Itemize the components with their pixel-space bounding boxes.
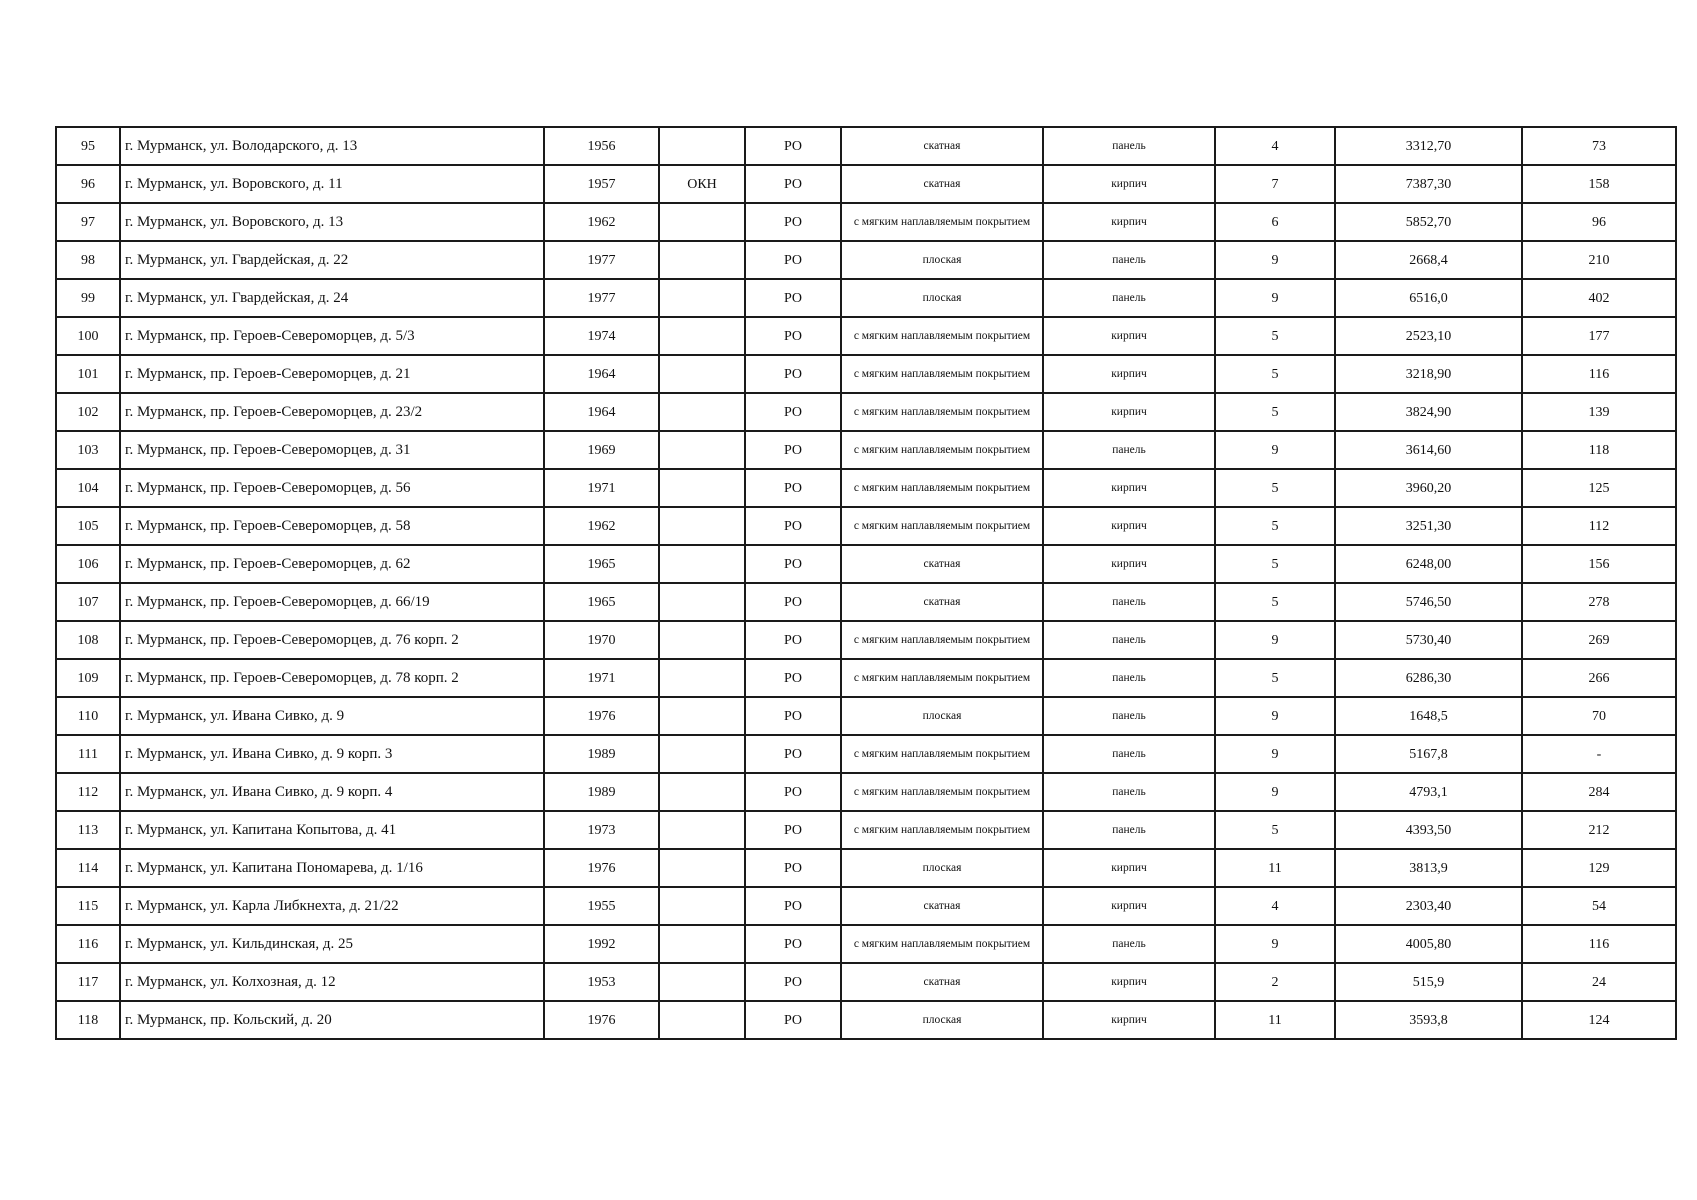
program-cell: РО xyxy=(745,279,841,317)
wall-material-cell: кирпич xyxy=(1043,1001,1215,1039)
residents-cell: 402 xyxy=(1522,279,1676,317)
roof-type-cell: с мягким наплавляемым покрытием xyxy=(841,659,1043,697)
floors-cell: 9 xyxy=(1215,773,1335,811)
residents-cell: - xyxy=(1522,735,1676,773)
floors-cell: 9 xyxy=(1215,621,1335,659)
wall-material-cell: панель xyxy=(1043,811,1215,849)
row-number-cell: 110 xyxy=(56,697,120,735)
address-cell: г. Мурманск, ул. Воровского, д. 13 xyxy=(120,203,544,241)
program-cell: РО xyxy=(745,621,841,659)
wall-material-cell: панель xyxy=(1043,583,1215,621)
residents-cell: 116 xyxy=(1522,355,1676,393)
address-cell: г. Мурманск, пр. Героев-Североморцев, д. 66/19 xyxy=(120,583,544,621)
floors-cell: 11 xyxy=(1215,1001,1335,1039)
row-number-cell: 97 xyxy=(56,203,120,241)
wall-material-cell: панель xyxy=(1043,431,1215,469)
table-row xyxy=(56,165,1676,203)
address-cell: г. Мурманск, пр. Героев-Североморцев, д. 21 xyxy=(120,355,544,393)
floors-cell: 9 xyxy=(1215,735,1335,773)
floors-cell: 4 xyxy=(1215,887,1335,925)
program-cell: РО xyxy=(745,1001,841,1039)
floors-cell: 9 xyxy=(1215,925,1335,963)
floors-cell: 9 xyxy=(1215,431,1335,469)
residents-cell: 54 xyxy=(1522,887,1676,925)
residents-cell: 112 xyxy=(1522,507,1676,545)
table-row xyxy=(56,659,1676,697)
program-cell: РО xyxy=(745,849,841,887)
roof-type-cell: скатная xyxy=(841,583,1043,621)
residents-cell: 96 xyxy=(1522,203,1676,241)
wall-material-cell: панель xyxy=(1043,659,1215,697)
row-number-cell: 102 xyxy=(56,393,120,431)
program-cell: РО xyxy=(745,659,841,697)
row-number-cell: 114 xyxy=(56,849,120,887)
floors-cell: 5 xyxy=(1215,583,1335,621)
residents-cell: 129 xyxy=(1522,849,1676,887)
wall-material-cell: панель xyxy=(1043,279,1215,317)
area-cell: 6516,0 xyxy=(1335,279,1522,317)
roof-type-cell: с мягким наплавляемым покрытием xyxy=(841,621,1043,659)
residents-cell: 210 xyxy=(1522,241,1676,279)
year-built-cell: 1989 xyxy=(544,735,659,773)
address-cell: г. Мурманск, ул. Капитана Пономарева, д. 1/16 xyxy=(120,849,544,887)
roof-type-cell: с мягким наплавляемым покрытием xyxy=(841,735,1043,773)
year-built-cell: 1977 xyxy=(544,279,659,317)
row-number-cell: 107 xyxy=(56,583,120,621)
area-cell: 3251,30 xyxy=(1335,507,1522,545)
roof-type-cell: с мягким наплавляемым покрытием xyxy=(841,507,1043,545)
roof-type-cell: с мягким наплавляемым покрытием xyxy=(841,203,1043,241)
year-built-cell: 1992 xyxy=(544,925,659,963)
residents-cell: 124 xyxy=(1522,1001,1676,1039)
table-row xyxy=(56,925,1676,963)
wall-material-cell: панель xyxy=(1043,127,1215,165)
document-page xyxy=(55,126,1675,1040)
address-cell: г. Мурманск, ул. Ивана Сивко, д. 9 xyxy=(120,697,544,735)
year-built-cell: 1962 xyxy=(544,507,659,545)
table-row xyxy=(56,773,1676,811)
floors-cell: 9 xyxy=(1215,697,1335,735)
table-row xyxy=(56,393,1676,431)
roof-type-cell: скатная xyxy=(841,887,1043,925)
heritage-status-cell xyxy=(659,887,745,925)
row-number-cell: 109 xyxy=(56,659,120,697)
roof-type-cell: скатная xyxy=(841,963,1043,1001)
wall-material-cell: панель xyxy=(1043,773,1215,811)
floors-cell: 6 xyxy=(1215,203,1335,241)
heritage-status-cell xyxy=(659,127,745,165)
residents-cell: 278 xyxy=(1522,583,1676,621)
row-number-cell: 105 xyxy=(56,507,120,545)
heritage-status-cell xyxy=(659,583,745,621)
floors-cell: 4 xyxy=(1215,127,1335,165)
table-row xyxy=(56,697,1676,735)
floors-cell: 5 xyxy=(1215,659,1335,697)
address-cell: г. Мурманск, ул. Капитана Копытова, д. 41 xyxy=(120,811,544,849)
table-row xyxy=(56,849,1676,887)
address-cell: г. Мурманск, пр. Героев-Североморцев, д. 23/2 xyxy=(120,393,544,431)
year-built-cell: 1973 xyxy=(544,811,659,849)
address-cell: г. Мурманск, пр. Героев-Североморцев, д. 58 xyxy=(120,507,544,545)
residents-cell: 156 xyxy=(1522,545,1676,583)
area-cell: 3218,90 xyxy=(1335,355,1522,393)
table-row xyxy=(56,963,1676,1001)
area-cell: 5852,70 xyxy=(1335,203,1522,241)
table-row xyxy=(56,735,1676,773)
year-built-cell: 1956 xyxy=(544,127,659,165)
floors-cell: 2 xyxy=(1215,963,1335,1001)
area-cell: 5167,8 xyxy=(1335,735,1522,773)
year-built-cell: 1976 xyxy=(544,1001,659,1039)
area-cell: 4793,1 xyxy=(1335,773,1522,811)
roof-type-cell: с мягким наплавляемым покрытием xyxy=(841,393,1043,431)
row-number-cell: 108 xyxy=(56,621,120,659)
floors-cell: 5 xyxy=(1215,811,1335,849)
residents-cell: 269 xyxy=(1522,621,1676,659)
wall-material-cell: кирпич xyxy=(1043,849,1215,887)
row-number-cell: 106 xyxy=(56,545,120,583)
wall-material-cell: панель xyxy=(1043,925,1215,963)
program-cell: РО xyxy=(745,317,841,355)
year-built-cell: 1970 xyxy=(544,621,659,659)
floors-cell: 5 xyxy=(1215,317,1335,355)
area-cell: 1648,5 xyxy=(1335,697,1522,735)
floors-cell: 5 xyxy=(1215,507,1335,545)
address-cell: г. Мурманск, ул. Гвардейская, д. 24 xyxy=(120,279,544,317)
wall-material-cell: кирпич xyxy=(1043,887,1215,925)
area-cell: 5730,40 xyxy=(1335,621,1522,659)
roof-type-cell: плоская xyxy=(841,849,1043,887)
year-built-cell: 1965 xyxy=(544,545,659,583)
floors-cell: 5 xyxy=(1215,545,1335,583)
heritage-status-cell xyxy=(659,393,745,431)
area-cell: 3824,90 xyxy=(1335,393,1522,431)
heritage-status-cell xyxy=(659,697,745,735)
area-cell: 3312,70 xyxy=(1335,127,1522,165)
wall-material-cell: кирпич xyxy=(1043,469,1215,507)
residents-cell: 70 xyxy=(1522,697,1676,735)
roof-type-cell: плоская xyxy=(841,279,1043,317)
area-cell: 3960,20 xyxy=(1335,469,1522,507)
wall-material-cell: кирпич xyxy=(1043,355,1215,393)
row-number-cell: 118 xyxy=(56,1001,120,1039)
residents-cell: 118 xyxy=(1522,431,1676,469)
floors-cell: 9 xyxy=(1215,279,1335,317)
heritage-status-cell xyxy=(659,621,745,659)
roof-type-cell: с мягким наплавляемым покрытием xyxy=(841,469,1043,507)
row-number-cell: 104 xyxy=(56,469,120,507)
program-cell: РО xyxy=(745,127,841,165)
heritage-status-cell xyxy=(659,659,745,697)
table-row xyxy=(56,469,1676,507)
table-row xyxy=(56,507,1676,545)
program-cell: РО xyxy=(745,583,841,621)
program-cell: РО xyxy=(745,469,841,507)
table-row xyxy=(56,621,1676,659)
row-number-cell: 113 xyxy=(56,811,120,849)
heritage-status-cell xyxy=(659,735,745,773)
roof-type-cell: скатная xyxy=(841,545,1043,583)
row-number-cell: 96 xyxy=(56,165,120,203)
program-cell: РО xyxy=(745,963,841,1001)
address-cell: г. Мурманск, ул. Воровского, д. 11 xyxy=(120,165,544,203)
floors-cell: 9 xyxy=(1215,241,1335,279)
area-cell: 515,9 xyxy=(1335,963,1522,1001)
heritage-status-cell xyxy=(659,811,745,849)
roof-type-cell: с мягким наплавляемым покрытием xyxy=(841,431,1043,469)
heritage-status-cell xyxy=(659,545,745,583)
address-cell: г. Мурманск, ул. Кильдинская, д. 25 xyxy=(120,925,544,963)
floors-cell: 7 xyxy=(1215,165,1335,203)
area-cell: 7387,30 xyxy=(1335,165,1522,203)
program-cell: РО xyxy=(745,393,841,431)
heritage-status-cell xyxy=(659,203,745,241)
year-built-cell: 1976 xyxy=(544,697,659,735)
program-cell: РО xyxy=(745,203,841,241)
program-cell: РО xyxy=(745,431,841,469)
table-row xyxy=(56,887,1676,925)
row-number-cell: 99 xyxy=(56,279,120,317)
program-cell: РО xyxy=(745,735,841,773)
table-row xyxy=(56,431,1676,469)
program-cell: РО xyxy=(745,165,841,203)
table-row xyxy=(56,545,1676,583)
year-built-cell: 1962 xyxy=(544,203,659,241)
program-cell: РО xyxy=(745,545,841,583)
residents-cell: 139 xyxy=(1522,393,1676,431)
heritage-status-cell xyxy=(659,925,745,963)
row-number-cell: 101 xyxy=(56,355,120,393)
area-cell: 2668,4 xyxy=(1335,241,1522,279)
heritage-status-cell xyxy=(659,355,745,393)
table-row xyxy=(56,583,1676,621)
table-row xyxy=(56,203,1676,241)
wall-material-cell: кирпич xyxy=(1043,393,1215,431)
area-cell: 3593,8 xyxy=(1335,1001,1522,1039)
wall-material-cell: панель xyxy=(1043,241,1215,279)
row-number-cell: 117 xyxy=(56,963,120,1001)
area-cell: 4005,80 xyxy=(1335,925,1522,963)
program-cell: РО xyxy=(745,697,841,735)
heritage-status-cell xyxy=(659,279,745,317)
row-number-cell: 116 xyxy=(56,925,120,963)
heritage-status-cell xyxy=(659,849,745,887)
address-cell: г. Мурманск, пр. Героев-Североморцев, д. 5/3 xyxy=(120,317,544,355)
year-built-cell: 1964 xyxy=(544,355,659,393)
address-cell: г. Мурманск, пр. Героев-Североморцев, д. 31 xyxy=(120,431,544,469)
area-cell: 6248,00 xyxy=(1335,545,1522,583)
heritage-status-cell xyxy=(659,317,745,355)
roof-type-cell: плоская xyxy=(841,1001,1043,1039)
year-built-cell: 1974 xyxy=(544,317,659,355)
area-cell: 3614,60 xyxy=(1335,431,1522,469)
year-built-cell: 1953 xyxy=(544,963,659,1001)
address-cell: г. Мурманск, пр. Кольский, д. 20 xyxy=(120,1001,544,1039)
row-number-cell: 103 xyxy=(56,431,120,469)
wall-material-cell: кирпич xyxy=(1043,165,1215,203)
row-number-cell: 115 xyxy=(56,887,120,925)
residents-cell: 284 xyxy=(1522,773,1676,811)
program-cell: РО xyxy=(745,355,841,393)
address-cell: г. Мурманск, пр. Героев-Североморцев, д. 76 корп. 2 xyxy=(120,621,544,659)
row-number-cell: 95 xyxy=(56,127,120,165)
address-cell: г. Мурманск, ул. Володарского, д. 13 xyxy=(120,127,544,165)
year-built-cell: 1955 xyxy=(544,887,659,925)
year-built-cell: 1976 xyxy=(544,849,659,887)
wall-material-cell: кирпич xyxy=(1043,203,1215,241)
year-built-cell: 1977 xyxy=(544,241,659,279)
program-cell: РО xyxy=(745,887,841,925)
table-body xyxy=(56,127,1676,1039)
heritage-status-cell xyxy=(659,773,745,811)
wall-material-cell: панель xyxy=(1043,697,1215,735)
row-number-cell: 112 xyxy=(56,773,120,811)
floors-cell: 5 xyxy=(1215,355,1335,393)
roof-type-cell: скатная xyxy=(841,127,1043,165)
floors-cell: 5 xyxy=(1215,393,1335,431)
residents-cell: 212 xyxy=(1522,811,1676,849)
address-cell: г. Мурманск, ул. Колхозная, д. 12 xyxy=(120,963,544,1001)
year-built-cell: 1971 xyxy=(544,469,659,507)
heritage-status-cell xyxy=(659,507,745,545)
address-cell: г. Мурманск, пр. Героев-Североморцев, д. 62 xyxy=(120,545,544,583)
floors-cell: 5 xyxy=(1215,469,1335,507)
program-cell: РО xyxy=(745,811,841,849)
housing-registry-table xyxy=(55,126,1677,1040)
residents-cell: 73 xyxy=(1522,127,1676,165)
program-cell: РО xyxy=(745,507,841,545)
row-number-cell: 100 xyxy=(56,317,120,355)
wall-material-cell: панель xyxy=(1043,735,1215,773)
table-row xyxy=(56,279,1676,317)
roof-type-cell: плоская xyxy=(841,241,1043,279)
area-cell: 2303,40 xyxy=(1335,887,1522,925)
year-built-cell: 1989 xyxy=(544,773,659,811)
residents-cell: 177 xyxy=(1522,317,1676,355)
program-cell: РО xyxy=(745,241,841,279)
roof-type-cell: с мягким наплавляемым покрытием xyxy=(841,773,1043,811)
address-cell: г. Мурманск, ул. Гвардейская, д. 22 xyxy=(120,241,544,279)
roof-type-cell: скатная xyxy=(841,165,1043,203)
heritage-status-cell xyxy=(659,1001,745,1039)
year-built-cell: 1957 xyxy=(544,165,659,203)
area-cell: 4393,50 xyxy=(1335,811,1522,849)
program-cell: РО xyxy=(745,773,841,811)
address-cell: г. Мурманск, ул. Ивана Сивко, д. 9 корп. 4 xyxy=(120,773,544,811)
address-cell: г. Мурманск, ул. Ивана Сивко, д. 9 корп. 3 xyxy=(120,735,544,773)
table-row xyxy=(56,241,1676,279)
wall-material-cell: кирпич xyxy=(1043,545,1215,583)
floors-cell: 11 xyxy=(1215,849,1335,887)
residents-cell: 158 xyxy=(1522,165,1676,203)
year-built-cell: 1971 xyxy=(544,659,659,697)
heritage-status-cell xyxy=(659,241,745,279)
program-cell: РО xyxy=(745,925,841,963)
address-cell: г. Мурманск, ул. Карла Либкнехта, д. 21/22 xyxy=(120,887,544,925)
area-cell: 2523,10 xyxy=(1335,317,1522,355)
address-cell: г. Мурманск, пр. Героев-Североморцев, д. 56 xyxy=(120,469,544,507)
roof-type-cell: плоская xyxy=(841,697,1043,735)
year-built-cell: 1969 xyxy=(544,431,659,469)
table-row xyxy=(56,1001,1676,1039)
year-built-cell: 1965 xyxy=(544,583,659,621)
heritage-status-cell xyxy=(659,963,745,1001)
roof-type-cell: с мягким наплавляемым покрытием xyxy=(841,811,1043,849)
year-built-cell: 1964 xyxy=(544,393,659,431)
roof-type-cell: с мягким наплавляемым покрытием xyxy=(841,355,1043,393)
table-row xyxy=(56,317,1676,355)
row-number-cell: 98 xyxy=(56,241,120,279)
table-row xyxy=(56,355,1676,393)
area-cell: 6286,30 xyxy=(1335,659,1522,697)
address-cell: г. Мурманск, пр. Героев-Североморцев, д. 78 корп. 2 xyxy=(120,659,544,697)
heritage-status-cell xyxy=(659,469,745,507)
residents-cell: 24 xyxy=(1522,963,1676,1001)
row-number-cell: 111 xyxy=(56,735,120,773)
table-row xyxy=(56,811,1676,849)
residents-cell: 125 xyxy=(1522,469,1676,507)
roof-type-cell: с мягким наплавляемым покрытием xyxy=(841,925,1043,963)
area-cell: 5746,50 xyxy=(1335,583,1522,621)
heritage-status-cell: ОКН xyxy=(659,165,745,203)
wall-material-cell: кирпич xyxy=(1043,963,1215,1001)
residents-cell: 116 xyxy=(1522,925,1676,963)
residents-cell: 266 xyxy=(1522,659,1676,697)
table-row xyxy=(56,127,1676,165)
area-cell: 3813,9 xyxy=(1335,849,1522,887)
wall-material-cell: панель xyxy=(1043,621,1215,659)
heritage-status-cell xyxy=(659,431,745,469)
wall-material-cell: кирпич xyxy=(1043,507,1215,545)
roof-type-cell: с мягким наплавляемым покрытием xyxy=(841,317,1043,355)
wall-material-cell: кирпич xyxy=(1043,317,1215,355)
